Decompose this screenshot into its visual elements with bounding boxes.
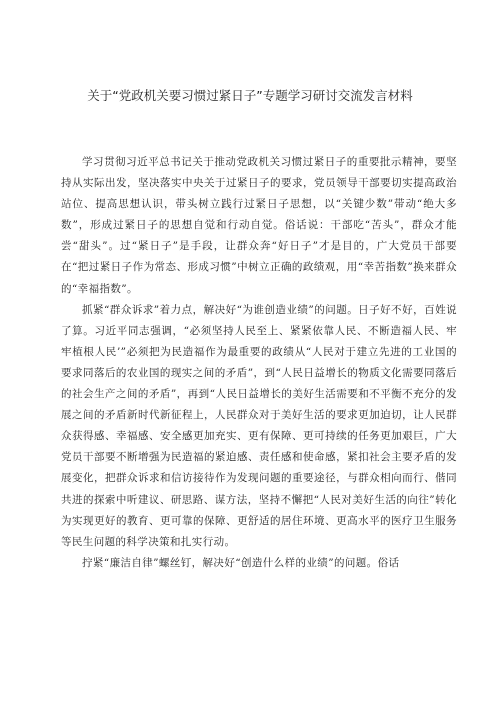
document-title: 关于“党政机关要习惯过紧日子”专题学习研讨交流发言材料 xyxy=(87,88,413,103)
paragraph-3: 拧紧“廉洁自律”螺丝钉，解决好“创造什么样的业绩”的问题。俗话 xyxy=(82,556,400,569)
paragraph-1: 学习贯彻习近平总书记关于推动党政机关习惯过紧日子的重要批示精神，要坚持从实际出发，坚决落实中央关于过紧日子的要求，党员领导干部要切实提高政治站位、提高思想认识，带头树立践行过紧日子思想，以“关键少数”带动“绝大多数”，形成过紧日子的思想自觉和行动自觉。俗话说：干部吃“苦头”，群众才能尝“甜头”。过“紧日子”是手段，让群众奔“好日子”才是目的，广大党员干部要在“把过紧日子作为常态、形成习惯”中树立正确的政绩观，用“幸苦指数”换来群众的“幸福指数”。 xyxy=(61,156,457,295)
document-body xyxy=(61,152,457,574)
paragraph-2: 抓紧“群众诉求”着力点，解决好“为谁创造业绩”的问题。日子好不好，百姓说了算。习近平同志强调，“必须坚持人民至上、紧紧依靠人民、不断造福人民、牢牢植根人民’”必须把为民造福作为最重要的政绩从“人民对于建立先进的工业国的要求同落后的农业国的现实之间的矛盾”，到“人民日益增长的物质文化需要同落后的社会生产之间的矛盾”，再到“人民日益增长的美好生活需要和不平衡不充分的发展之间的矛盾新时代新征程上，人民群众对于美好生活的要求更加迫切，让人民群众获得感、幸福感、安全感更加充实、更有保障、更可持续的任务更加艰巨，广大党员干部要不断增强为民造福的紧迫感、责任感和使命感，紧扣社会主要矛盾的发展变化，把群众诉求和信访接待作为发现问题的重要途径，与群众相向而行、偕同共进的探索中听建议、研思路、谋方法，坚持不懈把“人民对美好生活的向往”转化为实现更好的教育、更可靠的保障、更舒适的居住环境、更高水平的医疗卫生服务等民生问题的科学决策和扎实行动。 xyxy=(61,303,457,548)
